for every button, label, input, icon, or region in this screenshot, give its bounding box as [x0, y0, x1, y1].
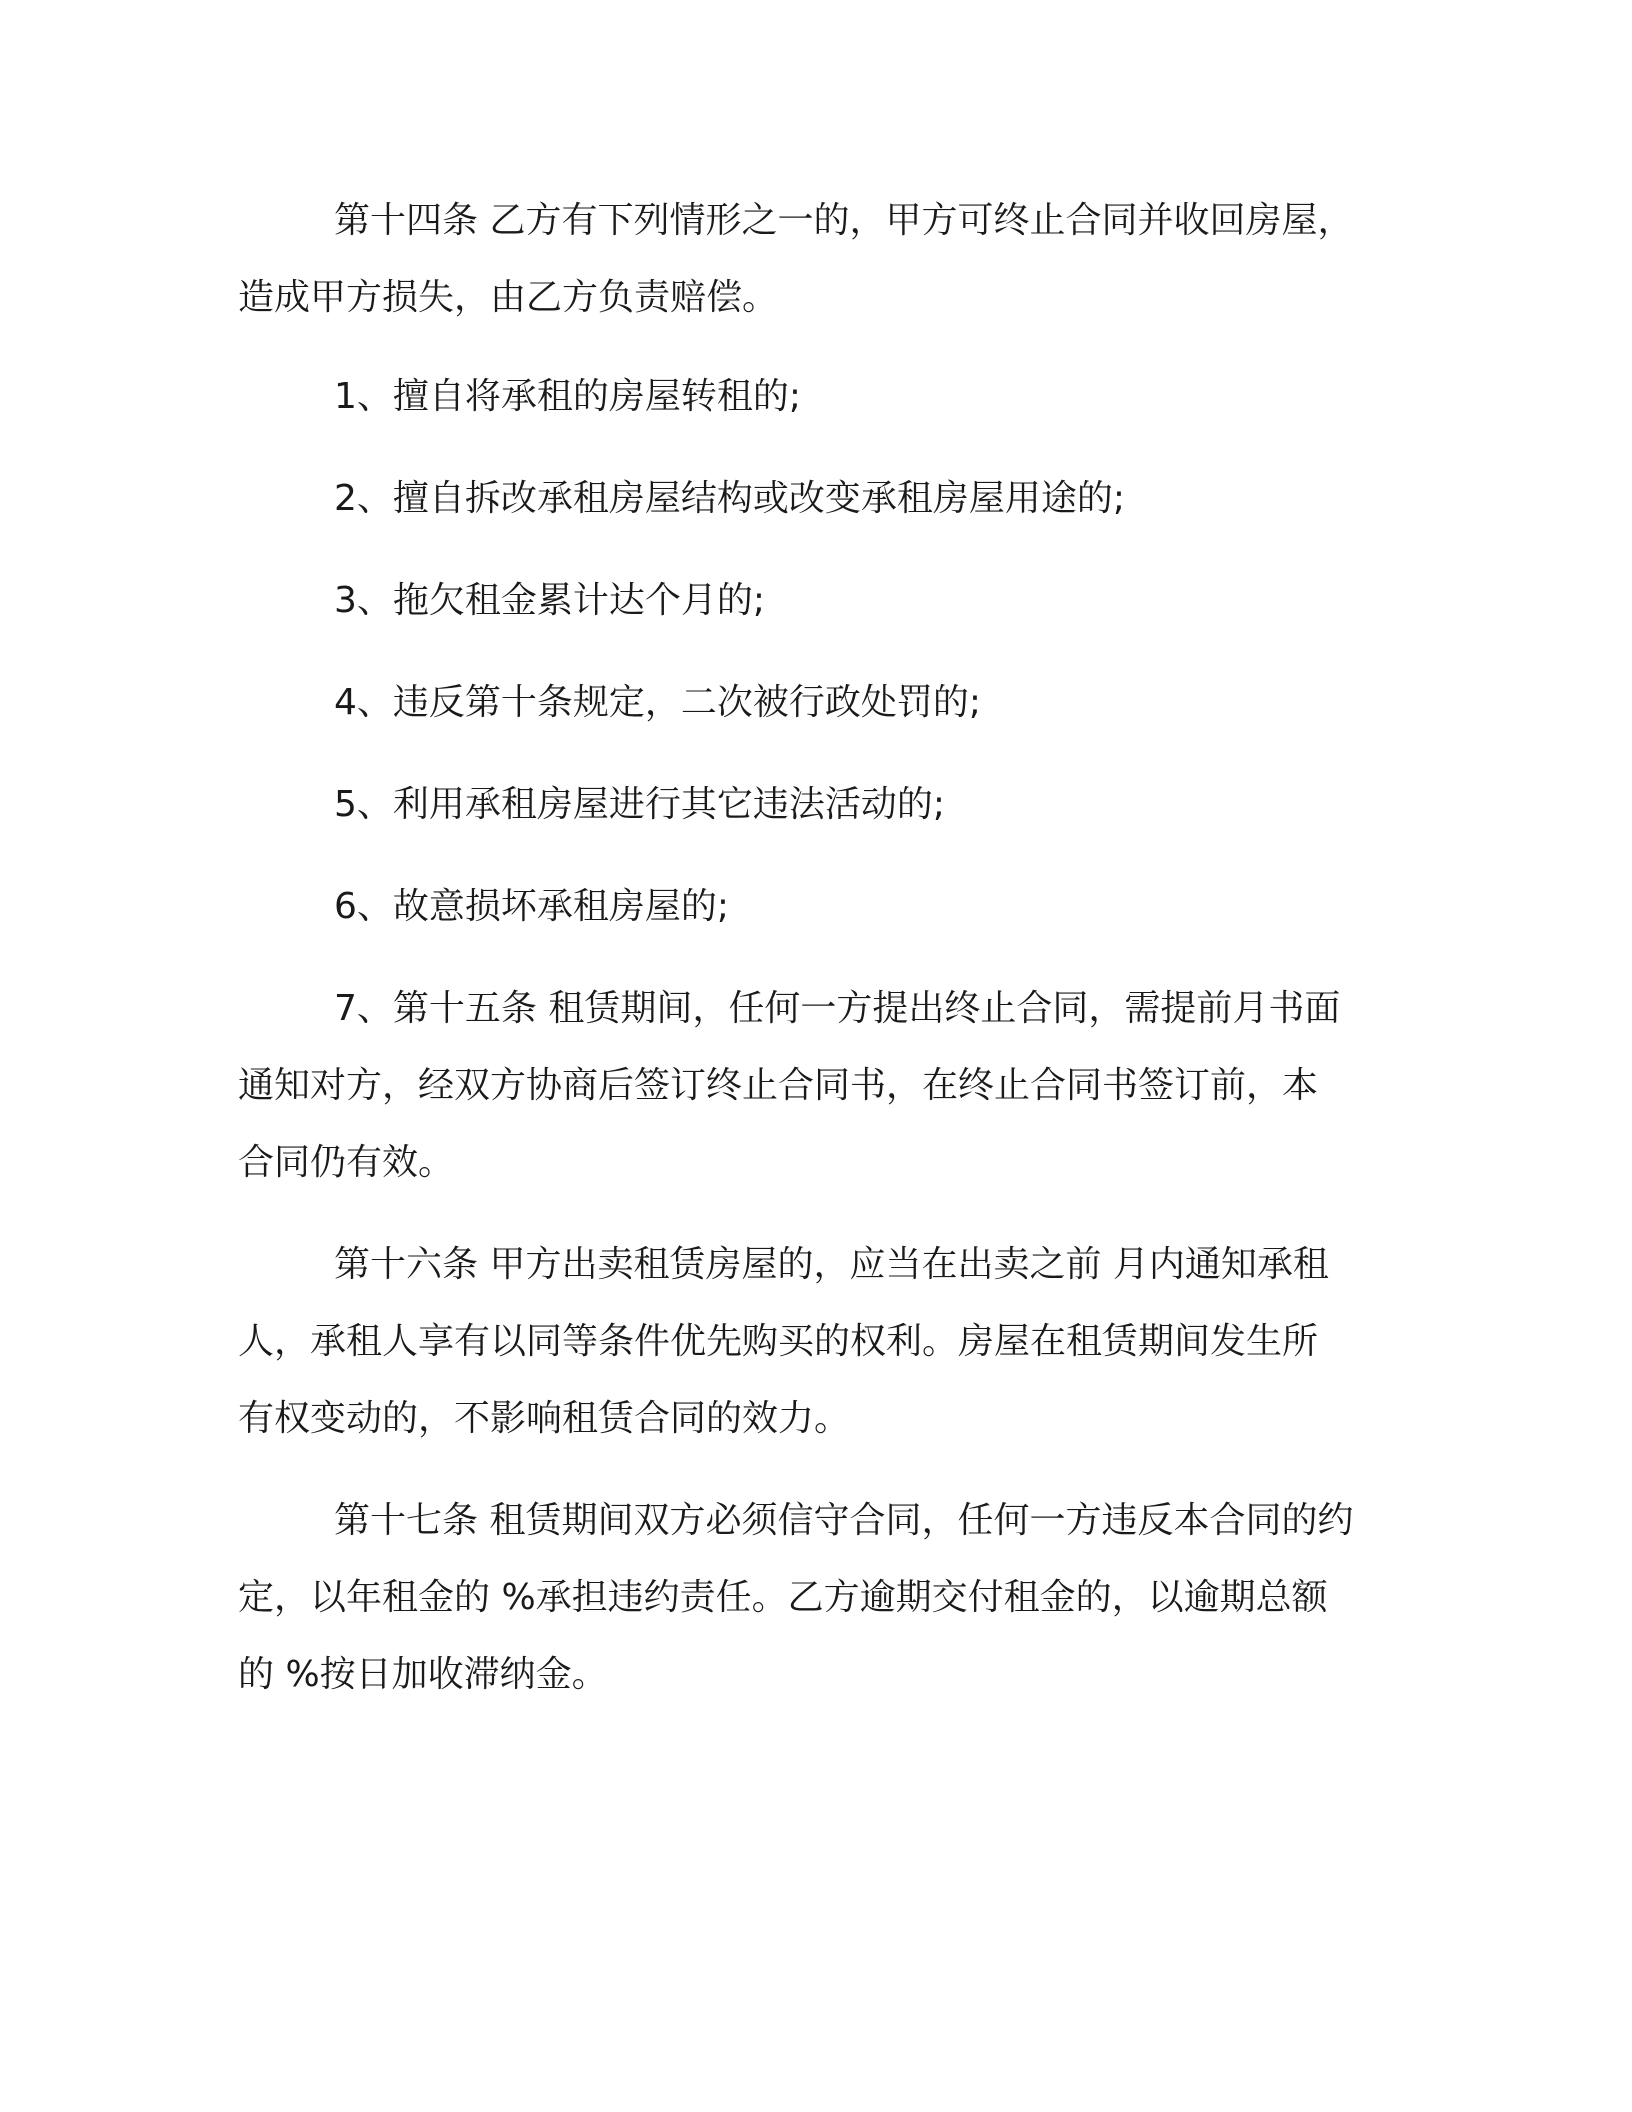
clause-14-item-3: [238, 562, 1398, 639]
text-line: 有权变动的，不影响租赁合同的效力。: [238, 1398, 851, 1439]
text-line: 第十四条 乙方有下列情形之一的，甲方可终止合同并收回房屋，: [334, 200, 1354, 241]
text-line: 3、拖欠租金累计达个月的;: [334, 580, 766, 621]
text-line: 4、违反第十条规定，二次被行政处罚的;: [334, 682, 982, 723]
clause-14-item-1: [238, 358, 1398, 435]
text-line: 造成甲方损失，由乙方负责赔偿。: [238, 277, 779, 318]
text-line: 2、擅自拆改承租房屋结构或改变承租房屋用途的;: [334, 478, 1126, 519]
clause-14-item-4: [238, 664, 1398, 741]
text-line: 的 %按日加收滞纳金。: [238, 1654, 608, 1695]
clause-15: [238, 970, 1398, 1201]
text-line: 6、故意损坏承租房屋的;: [334, 886, 730, 927]
text-line: 定，以年租金的 %承担违约责任。乙方逾期交付租金的，以逾期总额: [238, 1577, 1328, 1618]
text-line: 5、利用承租房屋进行其它违法活动的;: [334, 784, 946, 825]
text-line: 人，承租人享有以同等条件优先购买的权利。房屋在租赁期间发生所: [238, 1321, 1319, 1362]
text-line: 1、擅自将承租的房屋转租的;: [334, 376, 802, 417]
clause-14-item-5: [238, 766, 1398, 843]
clause-17: [238, 1482, 1398, 1713]
clause-16: [238, 1226, 1398, 1457]
text-line: 合同仍有效。: [238, 1142, 455, 1183]
text-line: 通知对方，经双方协商后签订终止合同书，在终止合同书签订前，本: [238, 1065, 1319, 1106]
text-line: 7、第十五条 租赁期间，任何一方提出终止合同，需提前月书面: [334, 988, 1341, 1029]
clause-14-item-2: [238, 460, 1398, 537]
clause-14: [238, 182, 1398, 336]
text-line: 第十六条 甲方出卖租赁房屋的，应当在出卖之前 月内通知承租: [334, 1244, 1329, 1285]
clause-14-item-6: [238, 868, 1398, 945]
text-line: 第十七条 租赁期间双方必须信守合同，任何一方违反本合同的约: [334, 1500, 1354, 1541]
